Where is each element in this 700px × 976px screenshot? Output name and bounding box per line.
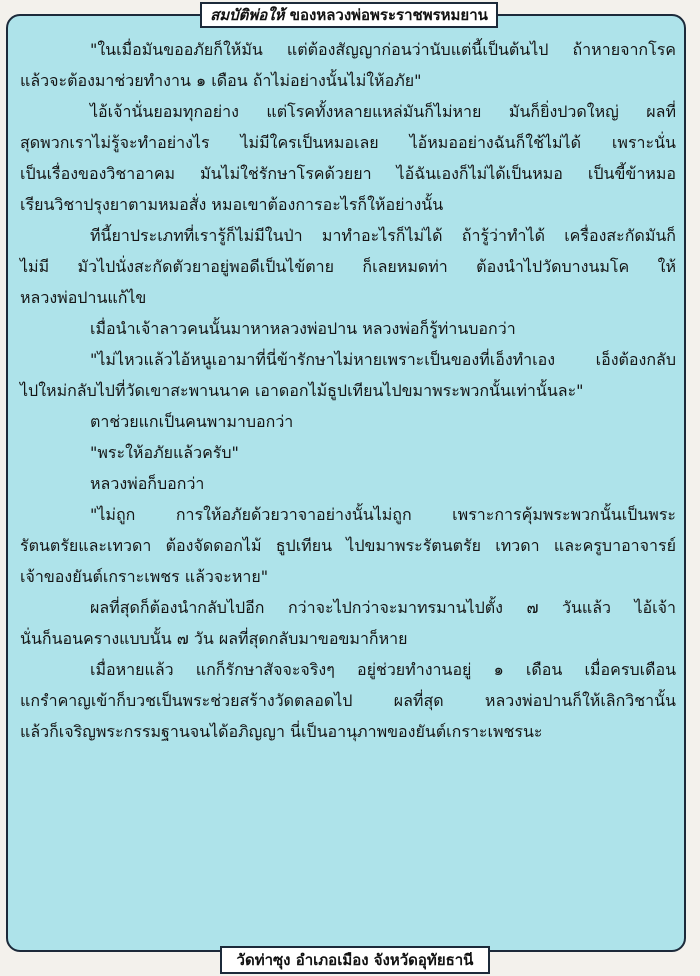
text-line: ทีนี้ยาประเภทที่เรารู้ก็ไม่มีในป่า มาทำอะไรก็ไม่ได้ ถ้ารู้ว่าทำได้ เครื่องสะกัดมันก็ [90,226,676,245]
text-line: ไอ้เจ้านั่นยอมทุกอย่าง แต่โรคทั้งหลายแหล่มันก็ไม่หาย มันก็ยิ่งปวดใหญ่ ผลที่ [90,102,676,121]
header-title-italic: สมบัติพ่อให้ [210,6,285,24]
text-line: เมื่อหายแล้ว แกก็รักษาสัจจะจริงๆ อยู่ช่วยทำงานอยู่ ๑ เดือน เมื่อครบเดือน [90,660,676,679]
text-line: "ไม่ไหวแล้วไอ้หนูเอามาที่นี่ข้ารักษาไม่หายเพราะเป็นของที่เอ็งทำเอง เอ็งต้องกลับ [90,350,676,369]
text-line: แล้วก็เจริญพระกรรมฐานจนได้อภิญญา นี่เป็นอานุภาพของยันต์เกราะเพชรนะ [20,722,543,741]
page-footer: วัดท่าซุง อำเภอเมือง จังหวัดอุทัยธานี [220,946,490,974]
text-line: นั่นก็นอนครางแบบนั้น ๗ วัน ผลที่สุดกลับมาขอขมาก็หาย [20,629,408,648]
text-line: "ไม่ถูก การให้อภัยด้วยวาจาอย่างนั้นไม่ถูก เพราะการคุ้มพระพวกนั้นเป็นพระ [90,505,676,524]
text-line: เรียนวิชาปรุงยาตามหมอสั่ง หมอเขาต้องการอะไรก็ให้อย่างนั้น [20,195,444,214]
text-line: ตาช่วยแกเป็นคนพามาบอกว่า [90,412,294,431]
text-line: ไปใหม่กลับไปที่วัดเขาสะพานนาค เอาดอกไม้ธูปเทียนไปขมาพระพวกนั้นเท่านั้นละ" [20,381,584,400]
text-line: แล้วจะต้องมาช่วยทำงาน ๑ เดือน ถ้าไม่อย่างนั้นไม่ให้อภัย" [20,71,422,90]
text-line: หลวงพ่อปานแก้ไข [20,288,147,307]
text-line: "ในเมื่อมันขออภัยก็ให้มัน แต่ต้องสัญญาก่อนว่านับแต่นี้เป็นต้นไป ถ้าหายจากโรค [90,40,676,59]
page-header [200,2,498,28]
text-line: สุดพวกเราไม่รู้จะทำอย่างไร ไม่มีใครเป็นหมอเลย ไอ้หมออย่างฉันก็ใช้ไม่ได้ เพราะนั่น [20,133,676,152]
text-line: หลวงพ่อก็บอกว่า [90,474,205,493]
text-line: เป็นเรื่องของวิชาอาคม มันไม่ใช่รักษาโรคด้วยยา ไอ้ฉันเองก็ไม่ได้เป็นหมอ เป็นขี้ข้าหมอ [20,164,676,183]
text-line: เมื่อนำเจ้าลาวคนนั้นมาหาหลวงพ่อปาน หลวงพ่อก็รู้ท่านบอกว่า [90,319,516,338]
text-line: รัตนตรัยและเทวดา ต้องจัดดอกไม้ ธูปเทียน ไปขมาพระรัตนตรัย เทวดา และครูบาอาจารย์ [20,536,676,555]
body-text [16,34,676,747]
text-line: "พระให้อภัยแล้วครับ" [90,443,239,462]
text-line: ไม่มี มัวไปนั่งสะกัดตัวยาอยู่พอดีเป็นไข้ตาย ก็เลยหมดท่า ต้องนำไปวัดบางนมโค ให้ [20,257,676,276]
text-line: เจ้าของยันต์เกราะเพชร แล้วจะหาย" [20,567,269,586]
text-line: ผลที่สุดก็ต้องนำกลับไปอีก กว่าจะไปกว่าจะมาทรมานไปตั้ง ๗ วันแล้ว ไอ้เจ้า [90,598,676,617]
text-line: แกรำคาญเข้าก็บวชเป็นพระช่วยสร้างวัดตลอดไป ผลที่สุด หลวงพ่อปานก็ให้เลิกวิชานั้น [20,691,676,710]
header-title-rest: ของหลวงพ่อพระราชพรหมยาน [284,6,488,24]
